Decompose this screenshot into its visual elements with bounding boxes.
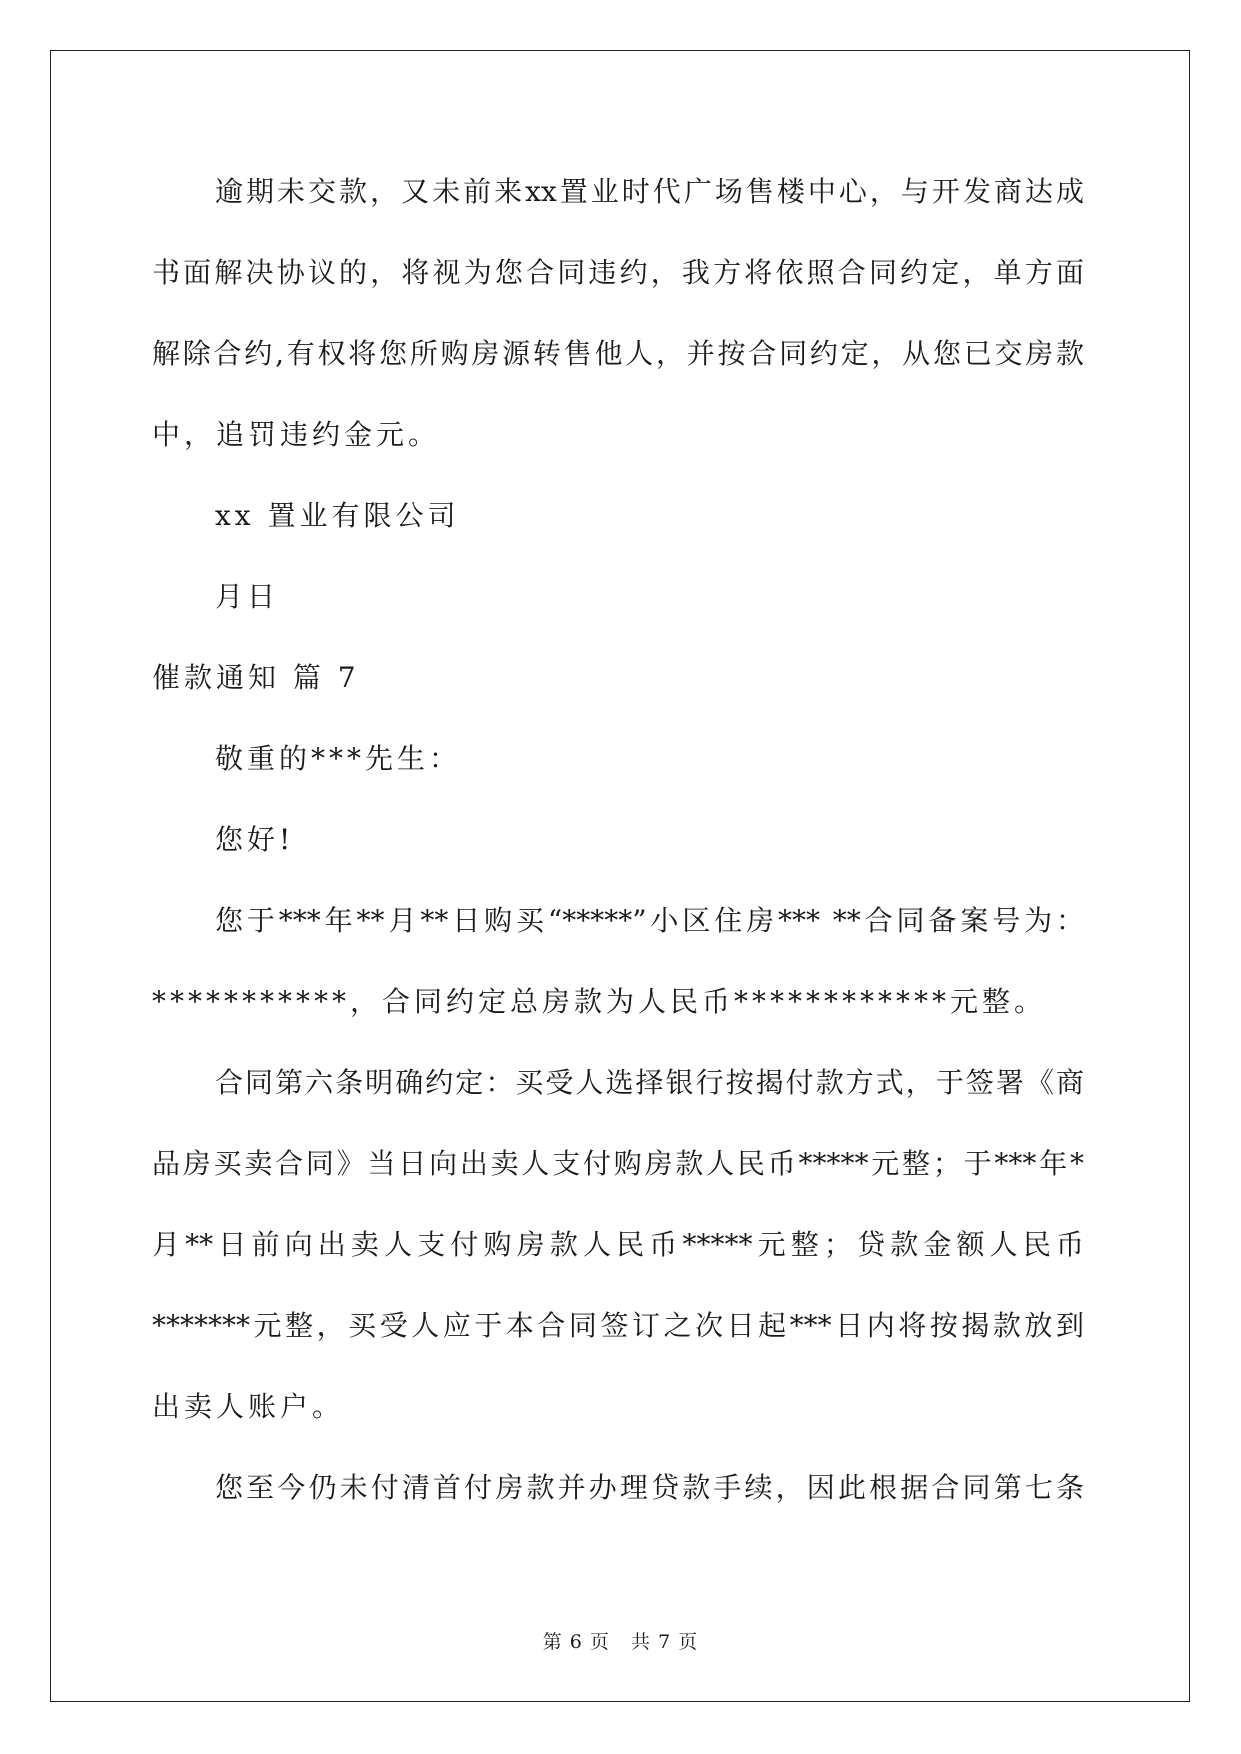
- salutation: 敬重的***先生：: [215, 742, 462, 775]
- paragraph-line: 书面解决协议的，将视为您合同违约，我方将依照合同约定，单方面: [152, 256, 1084, 289]
- paragraph-line: 解除合约,有权将您所购房源转售他人，并按合同约定，从您已交房款: [152, 337, 1084, 370]
- signature-date: 月日: [215, 580, 280, 613]
- paragraph-line: 中，追罚违约金元。: [152, 418, 441, 451]
- paragraph-line: 您至今仍未付清首付房款并办理贷款手续，因此根据合同第七条: [215, 1471, 1084, 1504]
- greeting: 您好!: [215, 823, 295, 856]
- paragraph-line: 月**日前向出卖人支付购房款人民币*****元整；贷款金额人民币: [152, 1228, 1084, 1261]
- paragraph-line: 出卖人账户。: [152, 1390, 345, 1423]
- section-heading: 催款通知 篇 7: [152, 661, 360, 694]
- paragraph-line: 逾期未交款，又未前来xx置业时代广场售楼中心，与开发商达成: [215, 175, 1084, 208]
- paragraph-line: *******元整，买受人应于本合同签订之次日起***日内将按揭款放到: [152, 1309, 1084, 1342]
- company-signature: xx 置业有限公司: [215, 499, 460, 532]
- paragraph-line: 合同第六条明确约定：买受人选择银行按揭付款方式，于签署《商: [215, 1066, 1084, 1099]
- page-number-footer: 第 6 页 共 7 页: [542, 1631, 699, 1653]
- page-border: [50, 50, 1190, 1702]
- paragraph-line: 品房买卖合同》当日向出卖人支付购房款人民币*****元整；于***年*: [152, 1147, 1084, 1180]
- paragraph-line: ***********，合同约定总房款为人民币************元整。: [152, 985, 1047, 1018]
- paragraph-line: 您于***年**月**日购买“*****”小区住房*** **合同备案号为：: [215, 904, 1084, 937]
